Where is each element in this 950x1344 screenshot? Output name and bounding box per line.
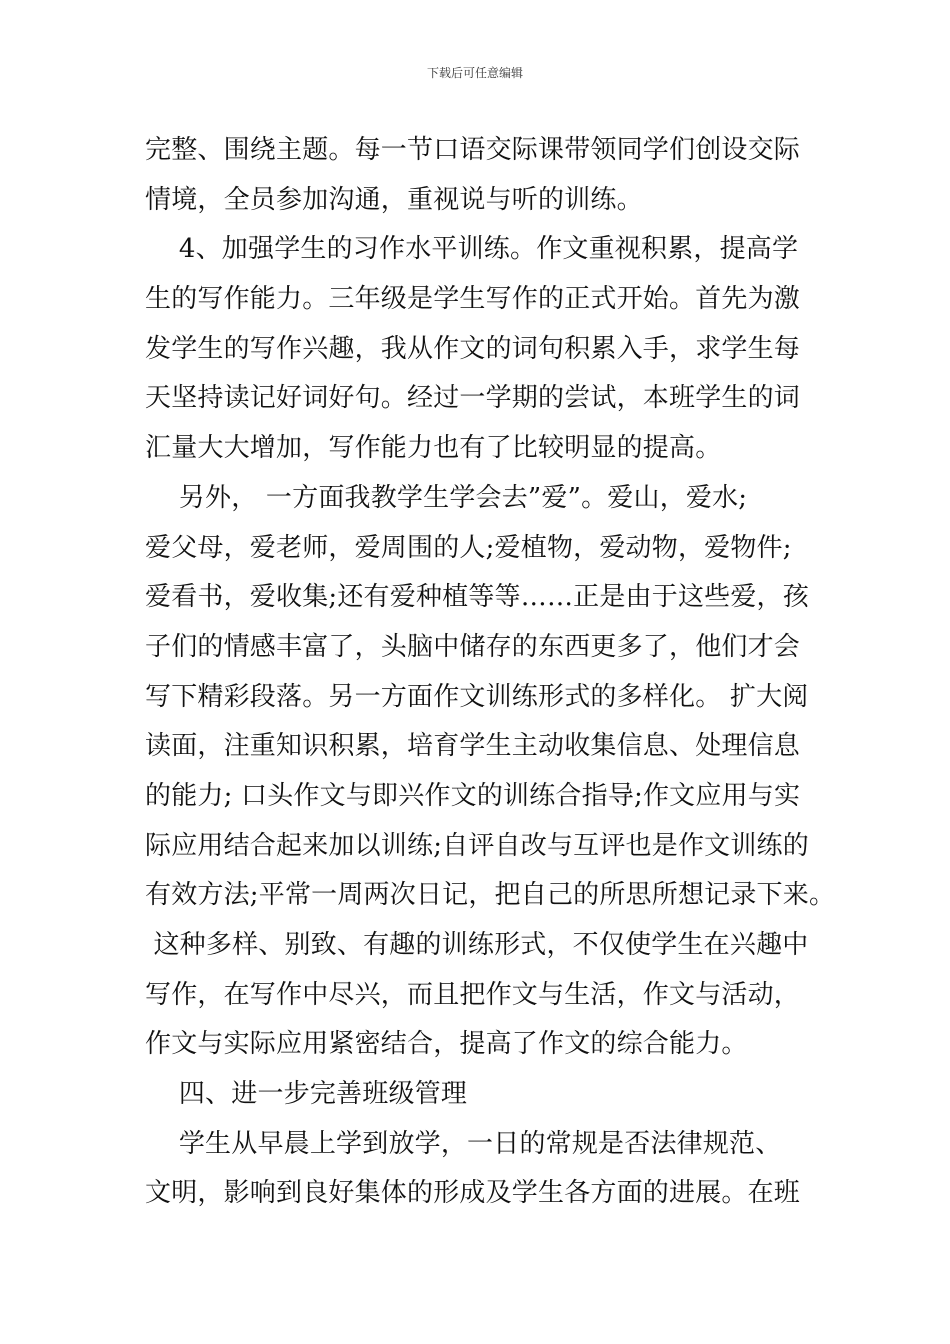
- text-line: 发学生的写作兴趣，我从作文的词句积累入手，求学生每: [145, 333, 801, 364]
- text-line: 另外， 一方面我教学生学会去”爱”。爱山，爱水;: [145, 482, 748, 513]
- text-line: 完整、围绕主题。每一节口语交际课带领同学们创设交际: [145, 135, 801, 165]
- text-line: 生的写作能力。三年级是学生写作的正式开始。首先为激: [145, 284, 801, 315]
- text-line: 读面，注重知识积累，培育学生主动收集信息、处理信息: [145, 731, 801, 762]
- text-line: 作文与实际应用紧密结合，提高了作文的综合能力。: [145, 1029, 748, 1060]
- text-line: 爱父母，爱老师，爱周围的人;爱植物，爱动物，爱物件;: [145, 532, 792, 563]
- text-line: 4、加强学生的习作水平训练。作文重视积累，提高学: [145, 234, 799, 265]
- document-body: [145, 126, 836, 1219]
- text-line: 爱看书，爱收集;还有爱种植等等……正是由于这些爱，孩: [145, 582, 809, 613]
- text-line: 文明，影响到良好集体的形成及学生各方面的进展。在班: [145, 1178, 801, 1209]
- text-line: 这种多样、别致、有趣的训练形式，不仅使学生在兴趣中: [145, 930, 809, 960]
- text-line: 的能力; 口头作文与即兴作文的训练合指导;作文应用与实: [145, 780, 801, 811]
- text-line: 子们的情感丰富了，头脑中储存的东西更多了，他们才会: [145, 631, 801, 662]
- text-line: 写作，在写作中尽兴，而且把作文与生活，作文与活动，: [145, 979, 801, 1010]
- page-header: 下载后可任意编辑: [426, 66, 523, 80]
- text-line: 学生从早晨上学到放学，一日的常规是否法律规范、: [145, 1128, 782, 1159]
- text-line: 天坚持读记好词好句。经过一学期的尝试，本班学生的词: [145, 383, 801, 414]
- text-line: 有效方法;平常一周两次日记，把自己的所思所想记录下来。: [145, 880, 836, 911]
- text-line: 情境，全员参加沟通，重视说与听的训练。: [145, 184, 643, 215]
- section-heading: 四、进一步完善班级管理: [145, 1079, 468, 1110]
- text-line: 际应用结合起来加以训练;自评自改与互评也是作文训练的: [145, 830, 809, 861]
- text-line: 写下精彩段落。另一方面作文训练形式的多样化。 扩大阅: [145, 681, 809, 712]
- text-line: 汇量大大增加，写作能力也有了比较明显的提高。: [145, 433, 722, 464]
